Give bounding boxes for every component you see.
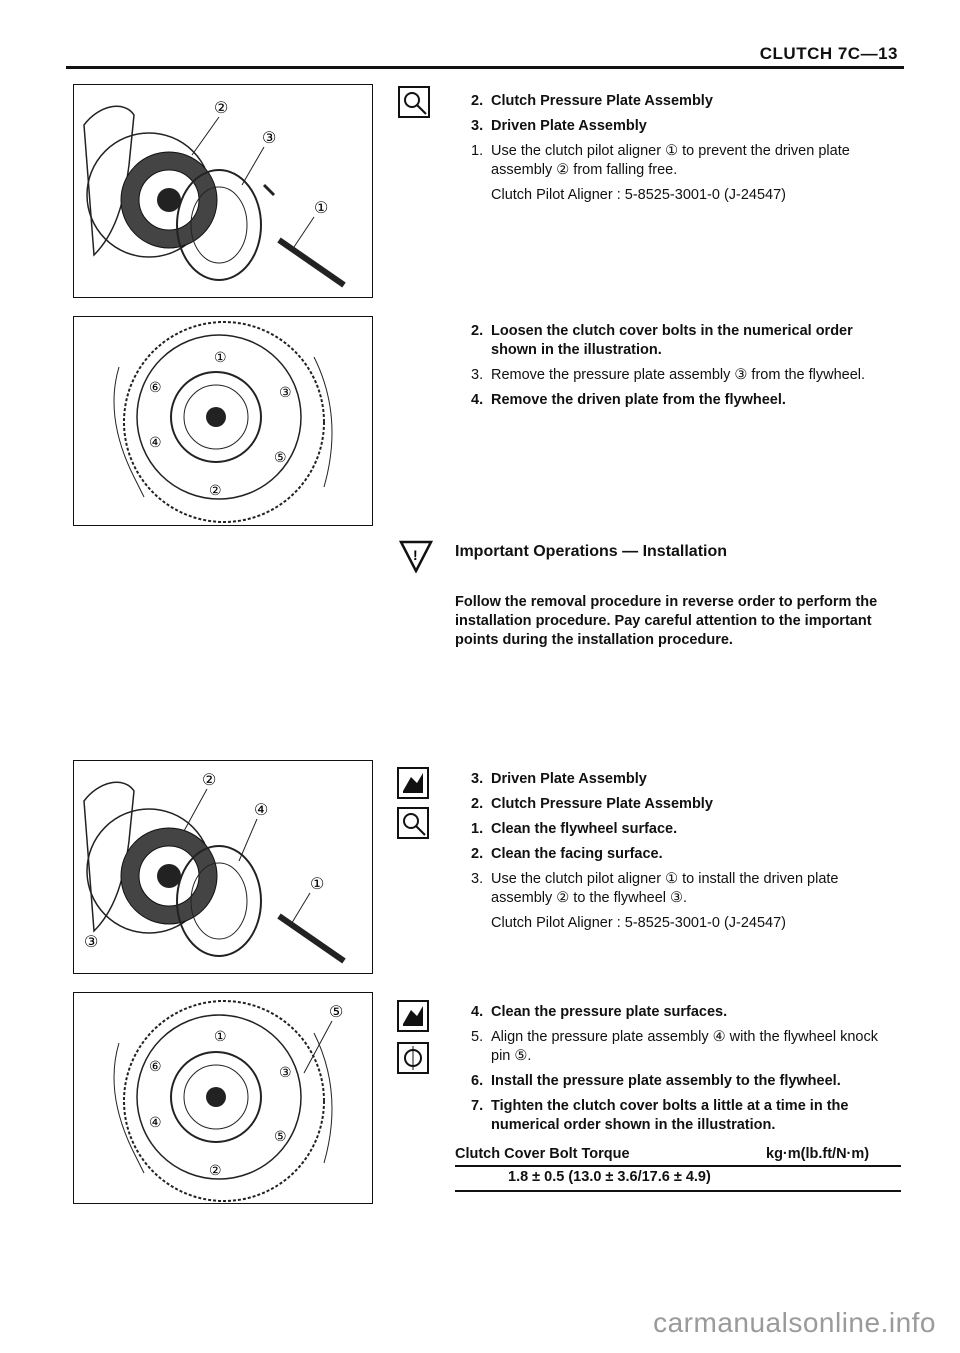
bolt-1: ① bbox=[214, 349, 227, 365]
inspect-icon bbox=[397, 807, 429, 839]
page-title: CLUTCH 7C—13 bbox=[759, 44, 898, 63]
installation-intro: Follow the removal procedure in reverse order to perform the installation procedure. Pay careful attention to the important points during the installation procedure. bbox=[455, 594, 878, 648]
callout-4: ④ bbox=[254, 802, 269, 819]
tool-spec: Clutch Pilot Aligner : 5-8525-3001-0 (J-24547) bbox=[491, 915, 786, 931]
bolt-6: ⑥ bbox=[149, 1058, 162, 1074]
step-2: 2. Loosen the clutch cover bolts in the numerical order shown in the illustration. bbox=[471, 323, 853, 358]
install-block-1 bbox=[471, 770, 901, 939]
bolt-1: ① bbox=[214, 1028, 227, 1044]
inspect-icon bbox=[398, 86, 430, 118]
figure-install-exploded bbox=[73, 760, 373, 974]
bolt-3: ③ bbox=[279, 384, 292, 400]
callout-2: ② bbox=[214, 100, 229, 117]
step-4: 4. Clean the pressure plate surfaces. bbox=[471, 1004, 728, 1020]
bolt-5: ⑤ bbox=[274, 449, 287, 465]
caution-triangle-icon bbox=[399, 539, 433, 573]
bolt-2: ② bbox=[209, 1162, 222, 1178]
install-block-2 bbox=[471, 1003, 901, 1141]
bolt-2: ② bbox=[209, 482, 222, 498]
install-bolt-order-illustration bbox=[74, 993, 372, 1203]
callout-3: ③ bbox=[262, 130, 277, 147]
watermark: carmanualsonline.info bbox=[653, 1307, 936, 1338]
callout-1: ① bbox=[310, 876, 325, 893]
bolt-4: ④ bbox=[149, 434, 162, 450]
removal-block-1 bbox=[471, 92, 901, 211]
heading-item: 3. Driven Plate Assembly bbox=[471, 118, 647, 134]
step-4: 4. Remove the driven plate from the flywheel. bbox=[471, 392, 786, 408]
bolt-6: ⑥ bbox=[149, 379, 162, 395]
step-3: 3. Use the clutch pilot aligner ① to install the driven plate assembly ② to the flywheel ③. bbox=[471, 871, 839, 906]
install-icon bbox=[397, 1000, 429, 1032]
install-icon bbox=[397, 767, 429, 799]
installation-title: Important Operations — Installation bbox=[455, 543, 728, 560]
figure-removal-bolt-order bbox=[73, 316, 373, 526]
bolt-4: ④ bbox=[149, 1114, 162, 1130]
adjust-icon bbox=[397, 1042, 429, 1074]
tool-spec: Clutch Pilot Aligner : 5-8525-3001-0 (J-24547) bbox=[491, 187, 786, 203]
torque-unit: kg·m(lb.ft/N·m) bbox=[766, 1146, 870, 1162]
heading-item: 2. Clutch Pressure Plate Assembly bbox=[471, 796, 713, 812]
torque-rule-bottom bbox=[455, 1190, 901, 1192]
svg-text:!: ! bbox=[413, 547, 418, 563]
callout-5: ⑤ bbox=[329, 1004, 344, 1021]
step-3: 3. Remove the pressure plate assembly ③ from the flywheel. bbox=[471, 367, 866, 383]
callout-2: ② bbox=[202, 772, 217, 789]
callout-3: ③ bbox=[84, 934, 99, 951]
step-2: 2. Clean the facing surface. bbox=[471, 846, 663, 862]
step-5: 5. Align the pressure plate assembly ④ with the flywheel knock pin ⑤. bbox=[471, 1029, 878, 1064]
removal-block-2 bbox=[471, 322, 901, 416]
step-1: 1. Clean the flywheel surface. bbox=[471, 821, 678, 837]
step-6: 6. Install the pressure plate assembly to the flywheel. bbox=[471, 1073, 841, 1089]
torque-label: Clutch Cover Bolt Torque bbox=[455, 1146, 630, 1162]
bolt-3: ③ bbox=[279, 1064, 292, 1080]
figure-removal-exploded bbox=[73, 84, 373, 298]
clutch-exploded-illustration bbox=[74, 85, 372, 297]
bolt-order-illustration bbox=[74, 317, 372, 525]
header-rule bbox=[66, 66, 904, 69]
step-7: 7. Tighten the clutch cover bolts a little at a time in the numerical order shown in the illustration. bbox=[471, 1098, 849, 1133]
heading-item: 3. Driven Plate Assembly bbox=[471, 771, 647, 787]
clutch-install-illustration bbox=[74, 761, 372, 973]
torque-rule-top bbox=[455, 1165, 901, 1167]
heading-item: 2. Clutch Pressure Plate Assembly bbox=[471, 93, 713, 109]
callout-1: ① bbox=[314, 200, 329, 217]
bolt-5: ⑤ bbox=[274, 1128, 287, 1144]
torque-value: 1.8 ± 0.5 (13.0 ± 3.6/17.6 ± 4.9) bbox=[508, 1169, 711, 1185]
step-1: 1. Use the clutch pilot aligner ① to prevent the driven plate assembly ② from falling free. bbox=[471, 143, 850, 178]
figure-install-bolt-order bbox=[73, 992, 373, 1204]
